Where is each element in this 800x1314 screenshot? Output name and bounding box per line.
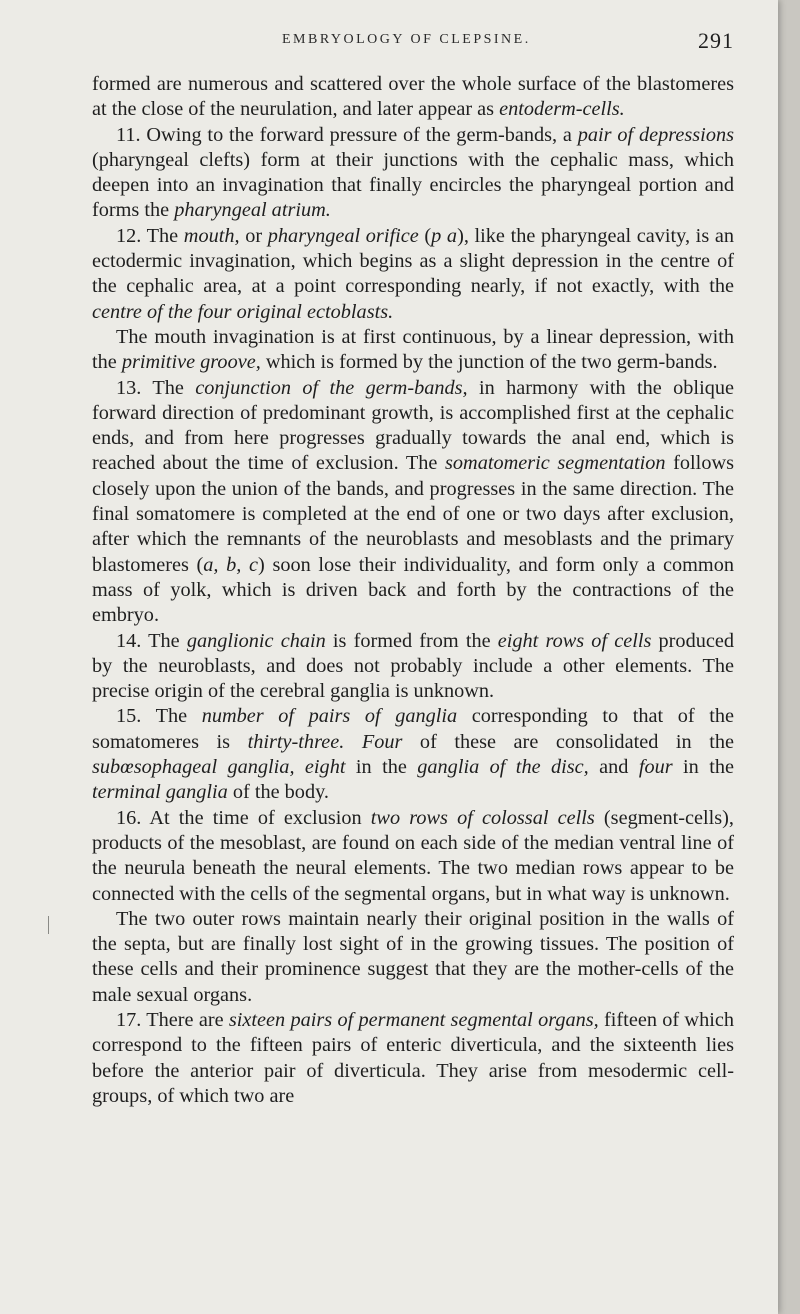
text-run: or <box>239 224 268 247</box>
italic-text: eight rows of cells <box>497 629 652 652</box>
text-run: The two outer rows maintain nearly their original position in the walls of the septa, but are finally lost sight of in the growing tissues. The position of these cells and their prominence suggest that they are the mother-cells of the male sexual organs. <box>92 907 734 1006</box>
italic-text: pharyngeal atrium. <box>174 199 331 222</box>
page-header <box>92 28 734 58</box>
text-run: in harmony with the oblique forward direction of predominant growth, is accomplished first at the cephalic ends, and from here progresses gradually towards the anal end, which is reached about the time of exclusion. The <box>92 376 734 475</box>
text-run: is formed from the <box>325 629 498 652</box>
text-run: 14. The <box>116 629 187 652</box>
italic-text: pair of depressions <box>577 123 734 146</box>
text-run: ) soon lose their individuality, and form only a common mass of yolk, which is driven back and forth by the contractions of the embryo. <box>92 553 734 627</box>
text-run: of the body. <box>227 781 329 804</box>
paragraph <box>92 72 734 123</box>
text-run: formed are numerous and scattered over the whole surface of the blastomeres at the close of the neurulation, and later appear as <box>92 73 734 121</box>
paragraph <box>92 224 734 325</box>
italic-text: terminal ganglia <box>92 781 228 804</box>
text-run: 13. The <box>116 376 196 399</box>
text-run: in the <box>672 756 734 779</box>
text-run: follows closely upon the union of the bands, and progresses in the same direction. The final somatomere is completed at the end of one or two days after exclusion, after which the remnants of the neuroblasts and mesoblasts and the primary blastomeres ( <box>92 452 734 576</box>
text-run: of these are consolidated in the <box>402 730 734 753</box>
italic-text: four <box>638 756 673 779</box>
page-number: 291 <box>698 28 734 53</box>
italic-text: number of pairs of ganglia <box>201 705 458 728</box>
italic-text: p a <box>431 224 458 247</box>
text-run: 17. There are <box>116 1008 229 1031</box>
paragraph <box>92 704 734 805</box>
italic-text: somatomeric segmentation <box>445 452 666 475</box>
italic-text: subœsophageal ganglia, eight <box>92 756 346 779</box>
italic-text: ganglia of the disc, <box>417 756 589 779</box>
italic-text: thirty-three. Four <box>247 730 403 753</box>
italic-text: a, b, c <box>203 553 259 576</box>
paragraph <box>92 629 734 705</box>
italic-text: pharyngeal orifice <box>267 224 419 247</box>
text-run: fifteen of which correspond to the fifteen pairs of enteric diverticula, and the sixteenth lies before the anterior pair of diverticula. They arise from mesodermic cell-groups, of which two are <box>92 1008 734 1107</box>
italic-text: mouth, <box>183 224 240 247</box>
italic-text: sixteen pairs of permanent segmental organs, <box>228 1008 599 1031</box>
paragraph <box>92 806 734 907</box>
paragraph <box>92 907 734 1008</box>
text-run: 15. The <box>116 705 202 728</box>
text-run: in the <box>345 756 418 779</box>
italic-text: centre of the four original ectoblasts. <box>92 300 394 323</box>
text-run: which is formed by the junction of the two germ-bands. <box>260 351 718 374</box>
text-run: produced by the neuroblasts, and does not probably include a other elements. The precise origin of the cerebral ganglia is unknown. <box>92 629 734 703</box>
margin-pencil-mark <box>48 916 49 934</box>
italic-text: primitive groove, <box>121 351 261 374</box>
text-run: (pharyngeal clefts) form at their junctions with the cephalic mass, which deepen into an invagination that finally encircles the pharyngeal portion and forms the <box>92 148 734 222</box>
text-run: 11. Owing to the forward pressure of the germ-bands, a <box>116 123 578 146</box>
text-run: ( <box>418 224 432 247</box>
text-run: The mouth invagination is at first continuous, by a linear depression, with the <box>92 325 734 374</box>
running-title: EMBRYOLOGY OF CLEPSINE. <box>282 32 531 47</box>
paragraph <box>92 123 734 224</box>
text-run: ), like the pharyngeal cavity, is an ectodermic invagination, which begins as a slight depression in the centre of the cephalic area, at a point corresponding nearly, if not exactly, with the <box>92 224 734 298</box>
text-run: 12. The <box>116 224 184 247</box>
text-run: and <box>588 756 639 779</box>
text-run: 16. At the time of exclusion <box>116 806 371 829</box>
paragraph <box>92 1008 734 1109</box>
italic-text: entoderm-cells. <box>499 98 625 121</box>
italic-text: ganglionic chain <box>186 629 326 652</box>
text-run: corresponding to that of the somatomeres is <box>92 705 734 753</box>
paragraph <box>92 325 734 376</box>
text-run: (segment-cells), products of the mesoblast, are found on each side of the median ventral line of the neurula beneath the neural elements. The two median rows appear to be connected with the cells of the segmental organs, but in what way is unknown. <box>92 806 735 905</box>
italic-text: two rows of colossal cells <box>370 806 595 829</box>
body-text <box>92 72 734 1109</box>
paragraph <box>92 376 734 629</box>
italic-text: conjunction of the germ-bands, <box>195 376 468 399</box>
